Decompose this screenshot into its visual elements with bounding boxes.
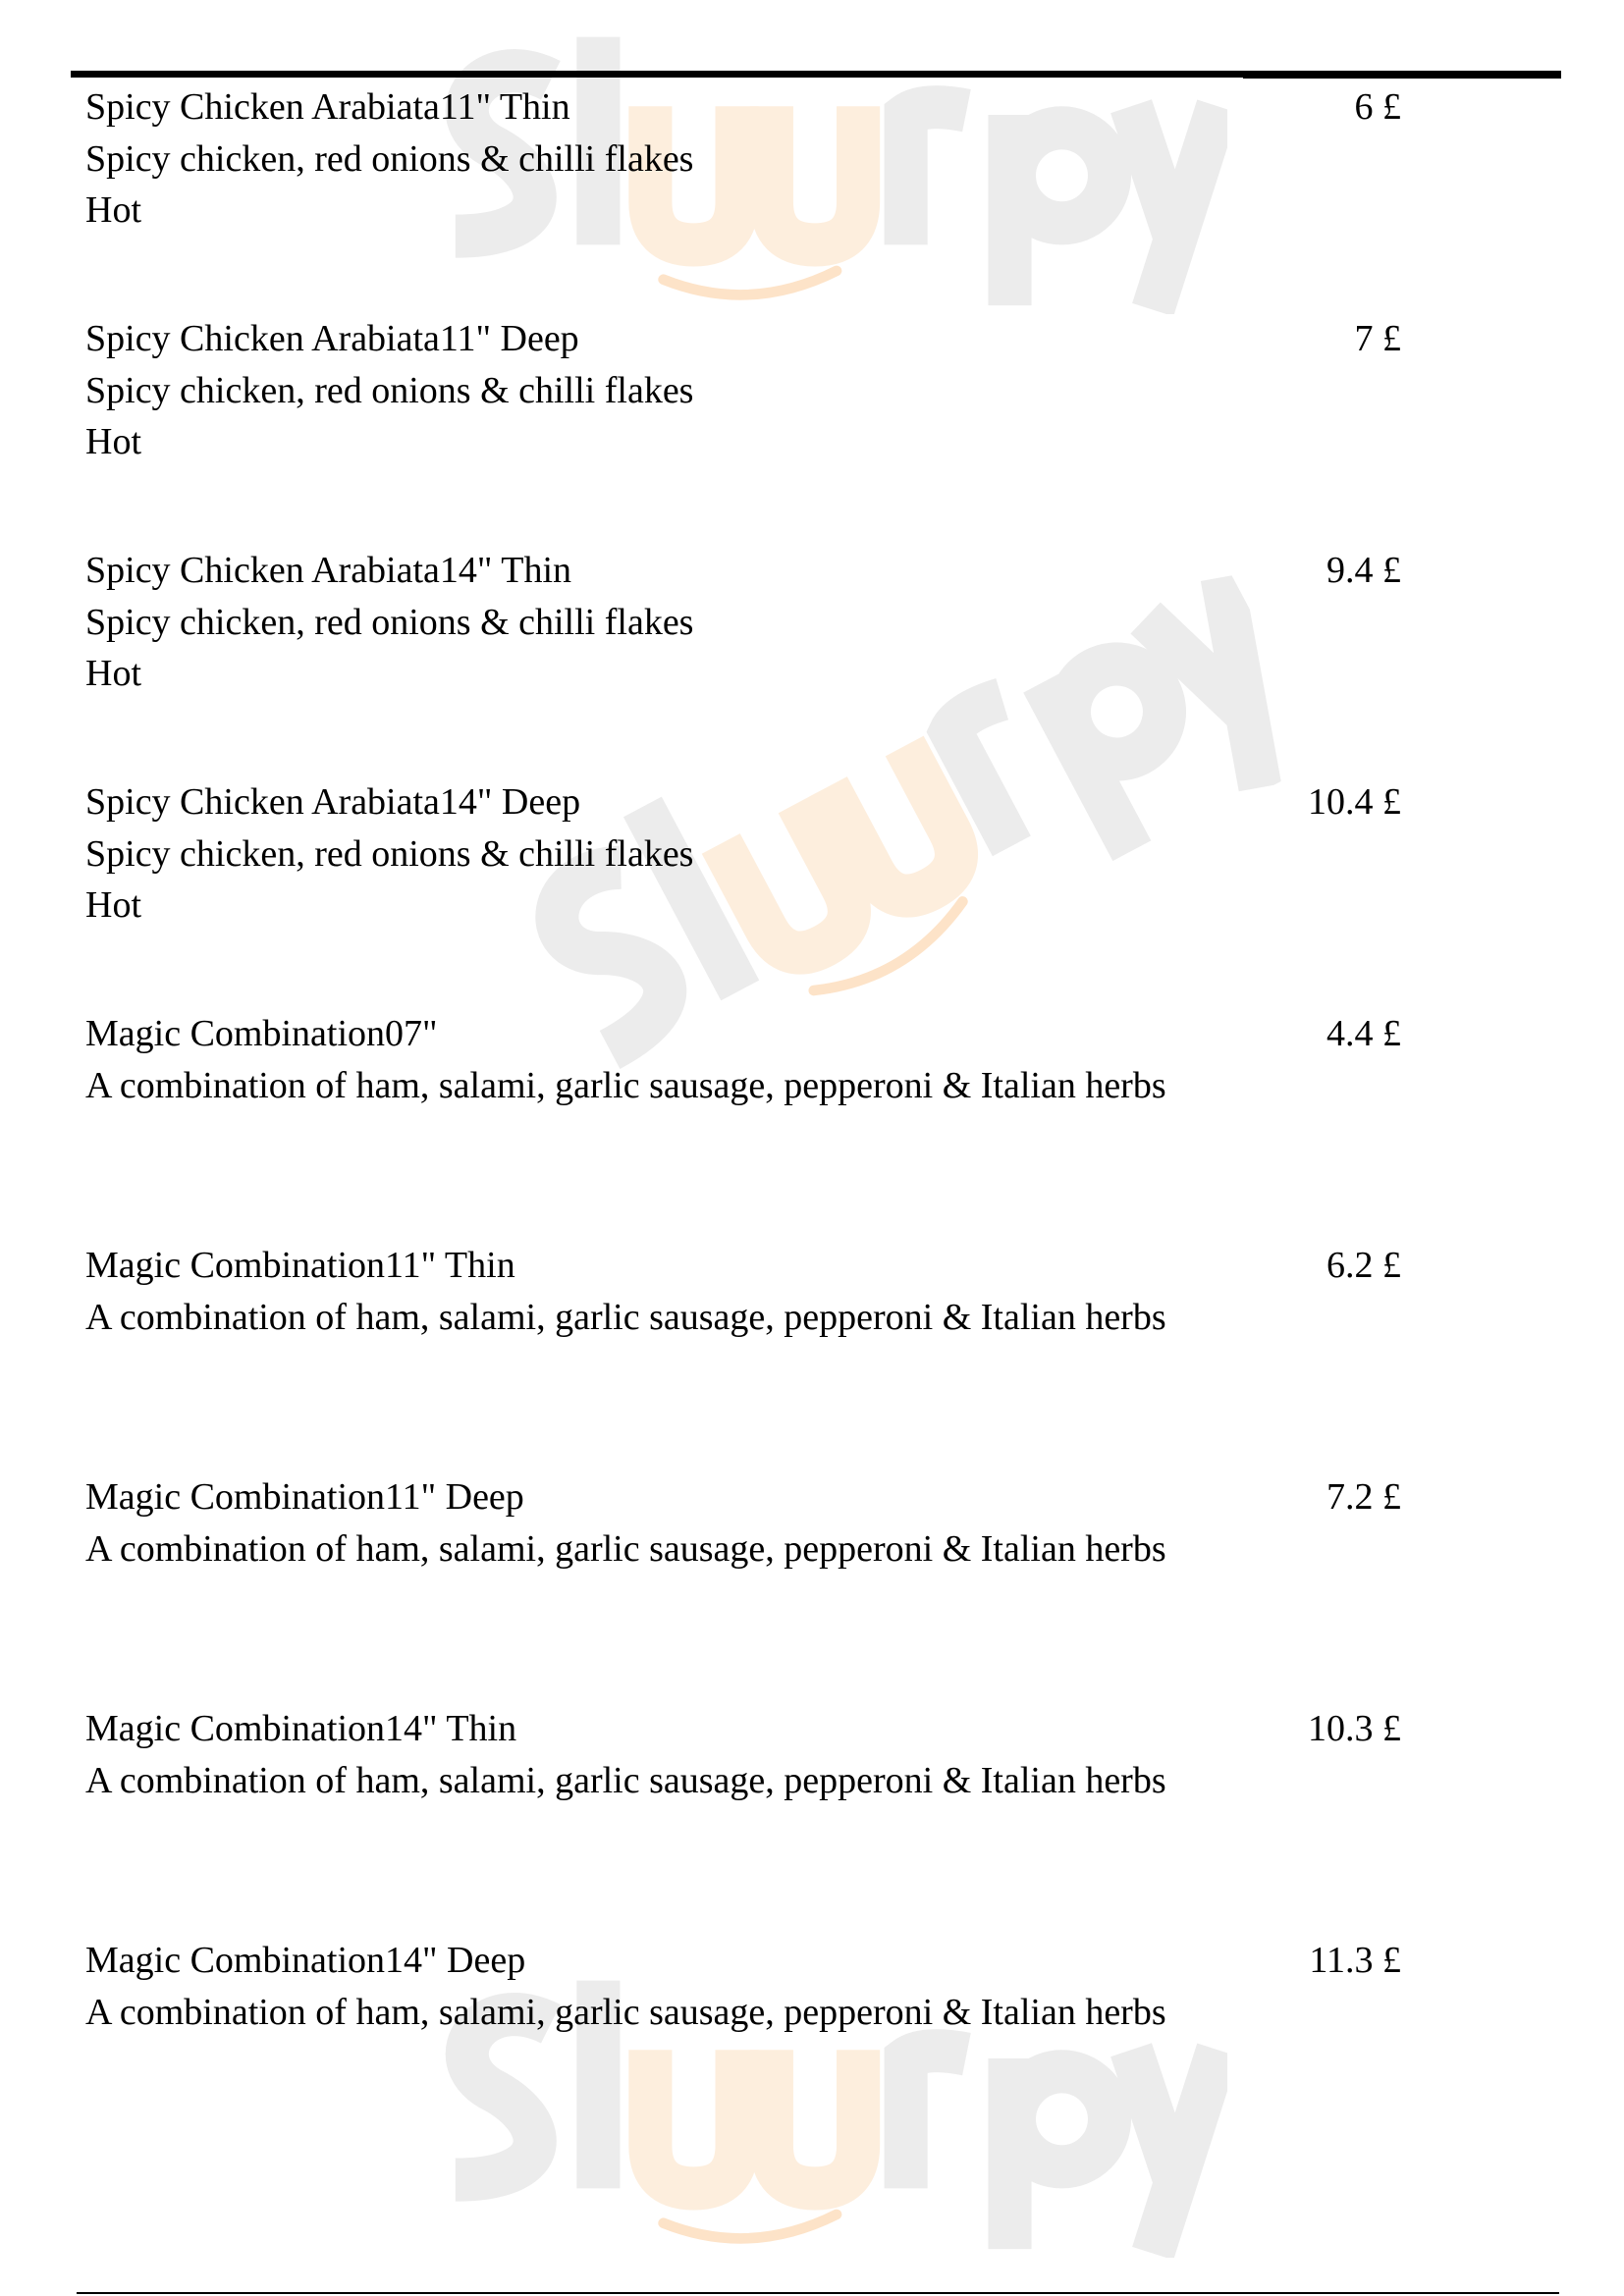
item-title: Magic Combination11" Deep — [85, 1476, 524, 1518]
item-description: Spicy chicken, red onions & chilli flakes — [85, 137, 694, 180]
item-title: Spicy Chicken Arabiata11" Thin — [85, 86, 570, 128]
item-price: 10.3 £ — [1308, 1708, 1401, 1749]
menu-item — [85, 1703, 1401, 1806]
item-title: Spicy Chicken Arabiata14" Deep — [85, 781, 581, 823]
item-title: Magic Combination14" Thin — [85, 1708, 517, 1749]
item-note: Hot — [85, 421, 141, 462]
top-rule — [71, 71, 1245, 78]
menu-item — [85, 1471, 1401, 1575]
item-description: Spicy chicken, red onions & chilli flakes — [85, 832, 694, 875]
item-description: A combination of ham, salami, garlic sausage, pepperoni & Italian herbs — [85, 1759, 1166, 1801]
item-title: Magic Combination14" Deep — [85, 1940, 526, 1981]
top-rule — [1243, 71, 1561, 79]
menu-item — [85, 1935, 1401, 2038]
item-price: 11.3 £ — [1309, 1940, 1401, 1981]
item-title: Magic Combination11" Thin — [85, 1245, 515, 1286]
item-title: Spicy Chicken Arabiata11" Deep — [85, 318, 579, 359]
item-price: 6.2 £ — [1326, 1245, 1401, 1286]
item-note: Hot — [85, 189, 141, 231]
item-price: 9.4 £ — [1326, 550, 1401, 591]
item-price: 10.4 £ — [1308, 781, 1401, 823]
item-price: 7.2 £ — [1326, 1476, 1401, 1518]
item-title: Magic Combination07" — [85, 1013, 438, 1054]
item-description: A combination of ham, salami, garlic sausage, pepperoni & Italian herbs — [85, 1296, 1166, 1338]
item-description: A combination of ham, salami, garlic sausage, pepperoni & Italian herbs — [85, 1527, 1166, 1570]
menu-item — [85, 1240, 1401, 1343]
menu-item — [85, 81, 1401, 237]
item-title: Spicy Chicken Arabiata14" Thin — [85, 550, 572, 591]
menu-item — [85, 313, 1401, 468]
menu-item — [85, 776, 1401, 932]
bottom-rule — [77, 2292, 1559, 2294]
item-description: Spicy chicken, red onions & chilli flakes — [85, 601, 694, 643]
item-price: 7 £ — [1354, 318, 1401, 359]
item-description: Spicy chicken, red onions & chilli flakes — [85, 369, 694, 411]
item-note: Hot — [85, 884, 141, 926]
item-description: A combination of ham, salami, garlic sausage, pepperoni & Italian herbs — [85, 1991, 1166, 2033]
menu-item — [85, 545, 1401, 700]
item-description: A combination of ham, salami, garlic sausage, pepperoni & Italian herbs — [85, 1064, 1166, 1106]
menu-item — [85, 1008, 1401, 1111]
item-price: 6 £ — [1354, 86, 1401, 128]
item-price: 4.4 £ — [1326, 1013, 1401, 1054]
item-note: Hot — [85, 653, 141, 694]
